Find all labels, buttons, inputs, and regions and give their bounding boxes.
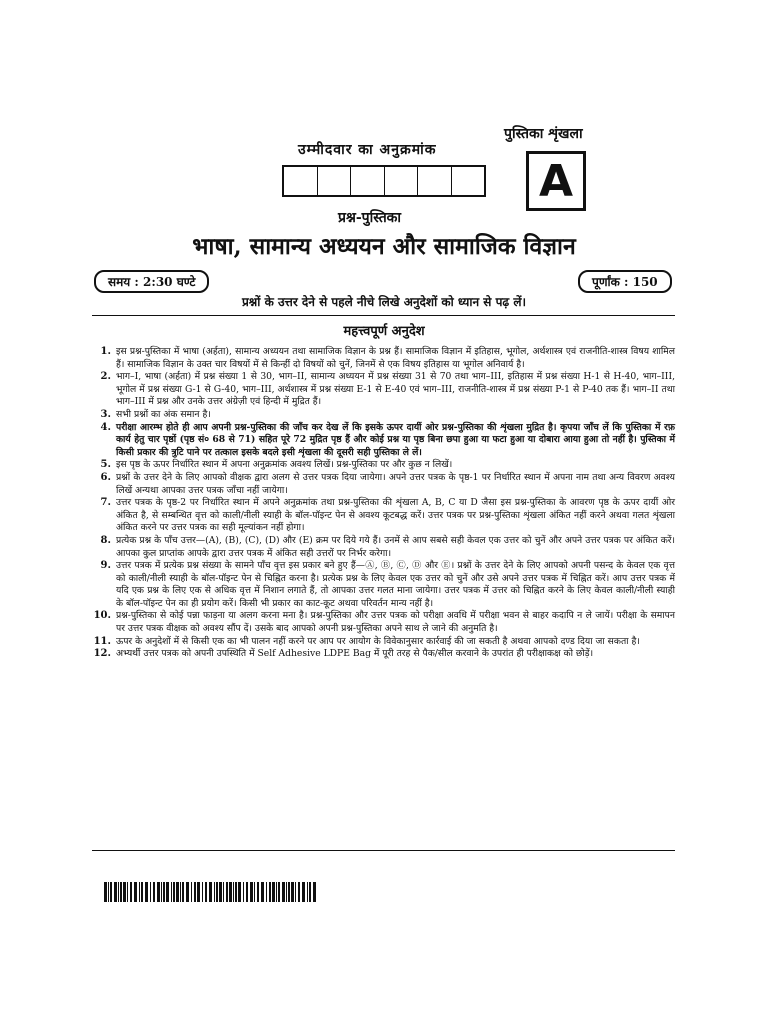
barcode-bar bbox=[233, 882, 234, 902]
instruction-number: 5. bbox=[100, 459, 111, 471]
barcode-bar bbox=[191, 882, 192, 902]
barcode-bar bbox=[114, 882, 117, 902]
instruction-text: अभ्यर्थी उत्तर पत्रक को अपनी उपस्थिति में Self Adhesive LDPE Bag में पूरी तरह से पैक/सील करवाने के उपरांत ही परीक्षाकक्ष को छोड़ें। bbox=[116, 648, 594, 660]
barcode-bar bbox=[313, 882, 316, 902]
instruction-text: प्रश्न-पुस्तिका से कोई पन्ना फाड़ना या अलग करना मना है। प्रश्न-पुस्तिका और उत्तर पत्रक को परीक्षा अवधि में परीक्षा भवन से बाहर कदापि न ले जायें। परीक्षा के समापन पर उत्तर पत्रक वीक्षक को अवश्य सौंप दें। उसके बाद आपको अपनी प्रश्न-पुस्तिका अपने साथ ले जाने की अनुमति है। bbox=[116, 610, 675, 635]
instruction-number: 7. bbox=[100, 497, 111, 509]
barcode-bar bbox=[257, 882, 259, 902]
barcode-bar bbox=[180, 882, 181, 902]
barcode-bar bbox=[295, 882, 296, 902]
barcode-bar bbox=[238, 882, 241, 902]
barcode-bar bbox=[141, 882, 143, 902]
barcode-bar bbox=[309, 882, 311, 902]
barcode-bar bbox=[166, 882, 169, 902]
barcode-bar bbox=[229, 882, 232, 902]
barcode-bar bbox=[123, 882, 126, 902]
booklet-label: प्रश्न-पुस्तिका bbox=[338, 210, 402, 226]
roll-number-digit-box bbox=[318, 167, 352, 195]
instruction-text: प्रश्नों के उत्तर देने के लिए आपको वीक्षक द्वारा अलग से उत्तर पत्रक दिया जायेगा। अपने उत्तर पत्रक के पृष्ठ-1 पर निर्धारित स्थान में अपना नाम तथा अन्य विवरण अवश्य लिखें अन्यथा आपका उत्तर पत्रक जाँचा नहीं जायेगा। bbox=[116, 471, 675, 496]
barcode-bar bbox=[302, 882, 305, 902]
barcode-bar bbox=[282, 882, 285, 902]
instruction-item bbox=[92, 459, 675, 472]
roll-number-label: उम्मीदवार का अनुक्रमांक bbox=[298, 142, 437, 158]
instruction-item bbox=[92, 472, 675, 497]
instruction-number: 8. bbox=[100, 534, 111, 546]
roll-number-digit-box bbox=[284, 167, 318, 195]
barcode-bar bbox=[202, 882, 203, 902]
instruction-item bbox=[92, 409, 675, 422]
instruction-item bbox=[92, 346, 675, 371]
time-badge: समय : 2:30 घण्टे bbox=[94, 270, 209, 293]
barcode-bar bbox=[118, 882, 119, 902]
barcode-bar bbox=[243, 882, 244, 902]
barcode-bar bbox=[153, 882, 155, 902]
barcode-bar bbox=[216, 882, 218, 902]
instruction-item bbox=[92, 535, 675, 560]
barcode-bar bbox=[205, 882, 207, 902]
barcode-bar bbox=[104, 882, 107, 902]
barcode-bar bbox=[266, 882, 267, 902]
instruction-item bbox=[92, 560, 675, 610]
barcode-bar bbox=[182, 882, 184, 902]
instruction-text: ऊपर के अनुदेशों में से किसी एक का भी पालन नहीं करने पर आप पर आयोग के विवेकानुसार कार्रवाई की जा सकती है अथवा आपको दण्ड दिया जा सकता है। bbox=[116, 635, 640, 647]
barcode-bar bbox=[307, 882, 308, 902]
instruction-text: सभी प्रश्नों का अंक समान है। bbox=[116, 408, 211, 420]
barcode-bar bbox=[286, 882, 287, 902]
instruction-item bbox=[92, 371, 675, 409]
barcode-bar bbox=[272, 882, 275, 902]
instruction-text: इस प्रश्न-पुस्तिका में भाषा (अर्हता), सामान्य अध्ययन तथा सामाजिक विज्ञान के प्रश्न हैं। सामाजिक विज्ञान में इतिहास, भूगोल, अर्थशास्त्र एवं राजनीति-शास्त्र विषय शामिल हैं। सामाजिक विज्ञान के उक्त चार विषयों में से किन्हीं दो विषयों को चुनें, जिनमें से एक विषय इतिहास या भूगोल अनिवार्य है। bbox=[116, 346, 675, 370]
barcode-bar bbox=[226, 882, 228, 902]
booklet-series-value: A bbox=[538, 155, 574, 207]
barcode-bar bbox=[108, 882, 109, 902]
barcode-bar bbox=[254, 882, 255, 902]
instruction-text: परीक्षा आरम्भ होते ही आप अपनी प्रश्न-पुस्तिका की जाँच कर देख लें कि इसके ऊपर दायीं ओर प्रश्न-पुस्तिका की शृंखला मुद्रित है। कृपया जाँच लें कि पुस्तिका में रफ़ कार्य हेतु चार पृष्ठों (पृष्ठ सं० 68 से 71) सहित पूरे 72 मुद्रित पृष्ठ हैं और कोई प्रश्न या पृष्ठ बिना छपा हुआ या फटा हुआ या दोबारा आया हुआ तो नहीं है। पुस्तिका में किसी प्रकार की त्रुटि पाने पर तत्काल इसके बदले इसी शृंखला की दूसरी सही पुस्तिका ले लें। bbox=[116, 421, 675, 458]
max-marks-badge: पूर्णांक : 150 bbox=[578, 270, 672, 293]
barcode-bar bbox=[171, 882, 172, 902]
instructions-list bbox=[92, 346, 675, 661]
barcode-bar bbox=[110, 882, 112, 902]
instruction-item bbox=[92, 636, 675, 649]
barcode-bar bbox=[298, 882, 300, 902]
barcode-bar bbox=[278, 882, 280, 902]
instruction-item bbox=[92, 497, 675, 535]
barcode-bar bbox=[127, 882, 128, 902]
barcode-bar bbox=[161, 882, 162, 902]
barcode-bar bbox=[134, 882, 137, 902]
barcode-bar bbox=[176, 882, 179, 902]
barcode-bar bbox=[186, 882, 189, 902]
barcode-bar bbox=[291, 882, 294, 902]
instruction-number: 3. bbox=[100, 408, 111, 420]
booklet-series-label: पुस्तिका शृंखला bbox=[504, 126, 583, 142]
instruction-item bbox=[92, 648, 675, 661]
barcode-bar bbox=[261, 882, 264, 902]
barcode-bar bbox=[157, 882, 160, 902]
roll-number-digit-box bbox=[385, 167, 419, 195]
instruction-number: 9. bbox=[100, 560, 111, 572]
instruction-text: उत्तर पत्रक में प्रत्येक प्रश्न संख्या के सामने पाँच वृत्त इस प्रकार बने हुए हैं—Ⓐ, Ⓑ, Ⓒ, Ⓓ और Ⓔ। प्रश्नों के उत्तर देने के लिए आपको अपनी पसन्द के केवल एक वृत्त को काली/नीली स्याही के बॉल-पॉइन्ट पेन से चिह्नित करना है। प्रत्येक प्रश्न के लिए केवल एक उत्तर को चुनें और उसे अपने उत्तर पत्रक में चिह्नित करें। आप उत्तर पत्रक में यदि एक प्रश्न के लिए एक से अधिक वृत्त में निशान लगाते हैं, तो आपका उत्तर गलत माना जायेगा। उत्तर पत्रक में उत्तर को चिह्नित करने के लिए केवल काली/नीली स्याही के बॉल-पॉइन्ट पेन का ही प्रयोग करें। किसी भी प्रकार का काट-कूट अथवा परिवर्तन मान्य नहीं है। bbox=[116, 560, 675, 609]
barcode-bar bbox=[223, 882, 224, 902]
barcode-bar bbox=[139, 882, 140, 902]
instruction-text: भाग–I, भाषा (अर्हता) में प्रश्न संख्या 1 से 30, भाग–II, सामान्य अध्ययन में प्रश्न संख्या 31 से 70 तथा भाग–III, इतिहास में प्रश्न संख्या H-1 से H-40, भाग–III, भूगोल में प्रश्न संख्या G-1 से G-40, भाग–III, अर्थशास्त्र में प्रश्न संख्या E-1 से E-40 एवं भाग–III, राजनीति-शास्त्र में प्रश्न संख्या P-1 से P-40 तक हैं। भाग–II तथा भाग–III में प्रश्न और उनके उत्तर अंग्रेज़ी एवं हिन्दी में मुद्रित हैं। bbox=[116, 371, 675, 408]
instruction-number: 6. bbox=[100, 471, 111, 483]
instruction-number: 11. bbox=[93, 635, 111, 647]
barcode-bar bbox=[197, 882, 200, 902]
roll-number-digit-box bbox=[351, 167, 385, 195]
barcode-bar bbox=[173, 882, 175, 902]
barcode-bar bbox=[250, 882, 253, 902]
booklet-series-box bbox=[526, 151, 586, 211]
barcode-bar bbox=[235, 882, 237, 902]
barcode-bar bbox=[246, 882, 248, 902]
barcode bbox=[104, 882, 322, 902]
divider bbox=[92, 850, 675, 851]
instruction-number: 2. bbox=[100, 371, 111, 383]
instruction-text: प्रत्येक प्रश्न के पाँच उत्तर—(A), (B), (C), (D) और (E) क्रम पर दिये गये हैं। उनमें से आप सबसे सही केवल एक उत्तर को चुनें और अपने उत्तर पत्रक पर अंकित करें। आपका कुल प्राप्तांक आपके द्वारा उत्तर पत्रक में अंकित सही उत्तरों पर निर्भर करेगा। bbox=[116, 534, 675, 559]
barcode-bar bbox=[145, 882, 148, 902]
barcode-bar bbox=[219, 882, 222, 902]
instructions-heading: महत्त्वपूर्ण अनुदेश bbox=[343, 324, 425, 339]
roll-number-boxes bbox=[282, 165, 486, 197]
instruction-number: 10. bbox=[93, 610, 111, 622]
page-title: भाषा, सामान्य अध्ययन और सामाजिक विज्ञान bbox=[192, 233, 576, 260]
barcode-bar bbox=[130, 882, 132, 902]
barcode-bar bbox=[288, 882, 290, 902]
barcode-bar bbox=[269, 882, 271, 902]
pre-instruction-text: प्रश्नों के उत्तर देने से पहले नीचे लिखे अनुदेशों को ध्यान से पढ़ लें। bbox=[241, 295, 527, 309]
barcode-bar bbox=[214, 882, 215, 902]
roll-number-digit-box bbox=[418, 167, 452, 195]
barcode-bar bbox=[209, 882, 212, 902]
instruction-item bbox=[92, 422, 675, 460]
barcode-bar bbox=[120, 882, 122, 902]
barcode-bar bbox=[194, 882, 196, 902]
barcode-bar bbox=[276, 882, 277, 902]
divider bbox=[92, 315, 675, 316]
instruction-item bbox=[92, 610, 675, 635]
instruction-text: उत्तर पत्रक के पृष्ठ-2 पर निर्धारित स्थान में अपने अनुक्रमांक तथा प्रश्न-पुस्तिका की शृंखला A, B, C या D जैसा इस प्रश्न-पुस्तिका के आवरण पृष्ठ के ऊपर दायीं ओर अंकित है, से सम्बन्धित वृत्त को काली/नीली स्याही के बॉल-पॉइन्ट पेन से अवश्य कूटबद्ध करें। उत्तर पत्रक पर प्रश्न-पुस्तिका शृंखला अंकित नहीं करने अथवा गलत शृंखला अंकित करने पर उत्तर पत्रक का सही मूल्यांकन नहीं होगा। bbox=[116, 497, 675, 534]
barcode-bar bbox=[150, 882, 151, 902]
instruction-number: 1. bbox=[100, 346, 111, 357]
instruction-number: 12. bbox=[93, 648, 111, 660]
roll-number-digit-box bbox=[452, 167, 485, 195]
barcode-bar bbox=[163, 882, 165, 902]
instruction-text: इस पृष्ठ के ऊपर निर्धारित स्थान में अपना अनुक्रमांक अवश्य लिखें। प्रश्न-पुस्तिका पर और कुछ न लिखें। bbox=[116, 459, 453, 471]
instruction-number: 4. bbox=[100, 421, 111, 433]
